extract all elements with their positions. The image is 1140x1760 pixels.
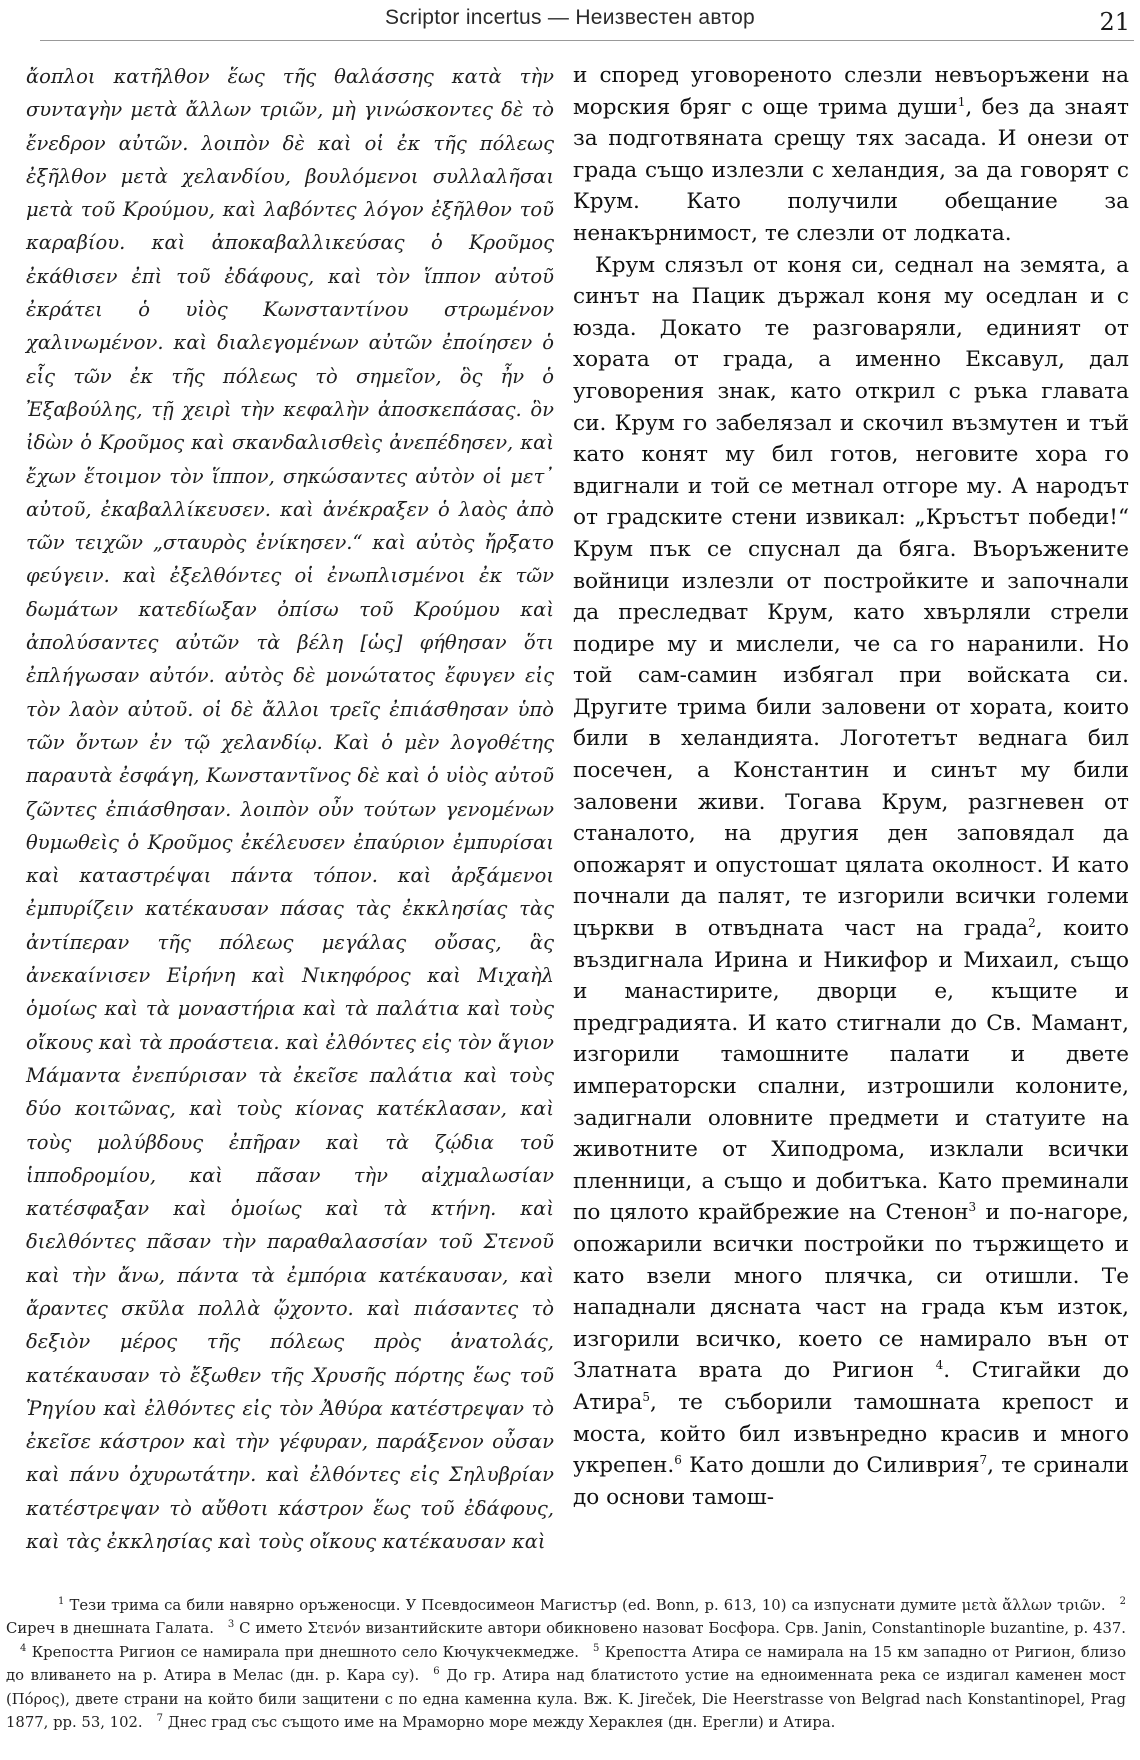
footnote-3: С името Στενόν византийските автори обикновено назоват Босфора. Срв. Janin, Constantinople buzantine, p. 437. bbox=[239, 1620, 1126, 1638]
text-run: Като дошли до Силиврия bbox=[681, 1453, 980, 1479]
text-run: и според уговореното слезли невъоръжени на морския бряг с още трима души bbox=[573, 63, 1129, 120]
footnote-4: Крепостта Ригион се намирала при днешното село Кючукчекмедже. bbox=[31, 1643, 579, 1661]
running-title: Scriptor incertus — Неизвестен автор bbox=[384, 6, 756, 29]
text-run: . Стигайки до Атира bbox=[573, 1358, 1130, 1415]
bulgarian-translation-column bbox=[573, 60, 1129, 1513]
footnote-ref: 4 bbox=[935, 1358, 944, 1373]
footnote-mark: 6 bbox=[433, 1666, 440, 1678]
footnote-ref: 1 bbox=[957, 94, 966, 109]
footnote-mark: 2 bbox=[1119, 1596, 1126, 1608]
footnote-mark: 3 bbox=[227, 1619, 235, 1631]
footnote-mark: 1 bbox=[58, 1596, 65, 1608]
footnote-1: Тези трима са били навярно оръженосци. У Псевдосимеон Магистър (ed. Bonn, p. 613, 10) са изпуснати думите μετὰ ἄλλων τριῶν. bbox=[69, 1597, 1106, 1614]
text-run: , без да знаят за подготвяната срещу тях засада. И онези от града също излезли с хеландия, за да говорят с Крум. Като получили обещание за ненакърнимост, те слезли от лодката. bbox=[573, 94, 1129, 246]
page-header bbox=[0, 6, 1140, 40]
footnote-ref: 7 bbox=[979, 1452, 988, 1467]
footnote-ref: 5 bbox=[642, 1389, 651, 1404]
header-rule bbox=[40, 40, 1134, 41]
text-run: Крум слязъл от коня си, седнал на земята, а синът на Пацик държал коня му оседлан и с юзда. Докато те разговаряли, единият от хората от града, а именно Ексавул, дал уговорения знак, като открил с ръка главата си. Крум го забелязал и скочил възмутен и тъй като конят му бил готов, неговите хора го вдигнали и той се метнал отгоре му. А народът от градските стени извикал: „Кръстът победи!“ Крум пък се спуснал да бяга. Въоръжените войници излезли от постройките и започнали да преследват Крум, като хвърляли стрели подире му и мислели, че са го наранили. Но той сам-самин избягал при войската си. Другите трима били заловени от хората, които били в хеландията. Логотетът веднага бил посечен, а Константин и синът му били заловени живи. Тогава Крум, разгневен от станалото, на другия ден заповядал да опожарят и опустошат цялата околност. И като почнали да палят, те изгорили всички големи църкви в отвъдната част на града bbox=[573, 252, 1129, 942]
text-run: , те сринали до основи тамош- bbox=[573, 1453, 1129, 1510]
footnote-mark: 4 bbox=[20, 1642, 27, 1654]
footnote-2: Сиреч в днешната Галата. bbox=[6, 1620, 214, 1638]
greek-text-column: ἄοπλοι κατῆλθον ἕως τῆς θαλάσσης κατὰ τὴν συνταγὴν μετὰ ἄλλων τριῶν, μὴ γινώσκοντες δὲ τὸ ἔνεδρον αὐτῶν. λοιπὸν δὲ καὶ οἱ ἐκ τῆς πόλεως ἐξῆλθον μετὰ χελανδίου, βουλόμενοι συλλαλῆσαι μετὰ τοῦ Κρούμου, καὶ λαβόντες λόγον ἐξῆλθον τοῦ καραβίου. καὶ ἀποκαβαλλικεύσας ὁ Κροῦμος ἐκάθισεν ἐπὶ τοῦ ἐδάφους, καὶ τὸν ἵππον αὐτοῦ ἐκράτει ὁ υἱὸς Κωνσταντίνου στρωμένον χαλινωμένον. καὶ διαλεγομένων αὐτῶν ἐποίησεν ὁ εἷς τῶν ἐκ τῆς πόλεως τὸ σημεῖον, ὃς ἦν ὁ Ἐξαβούλης, τῇ χειρὶ τὴν κεφαλὴν ἀποσκεπάσας. ὃν ἰδὼν ὁ Κροῦμος καὶ σκανδαλισθεὶς ἀνεπέδησεν, καὶ ἔχων ἕτοιμον τὸν ἵππον, σηκώσαντες αὐτὸν οἱ μετ᾿ αὐτοῦ, ἐκαβαλλίκευσεν. καὶ ἀνέκραξεν ὁ λαὸς ἀπὸ τῶν τειχῶν „σταυρὸς ἐνίκησεν.“ καὶ αὐτὸς ἤρξατο φεύγειν. καὶ ἐξελθόντες οἱ ἐνωπλισμένοι ἐκ τῶν δωμάτων κατεδίωξαν ὀπίσω τοῦ Κρούμου καὶ ἀπολύσαντες αὐτῶν τὰ βέλη [ὡς] φήθησαν ὅτι ἐπλήγωσαν αὐτόν. αὐτὸς δὲ μονώτατος ἔφυγεν εἰς τὸν λαὸν αὐτοῦ. οἱ δὲ ἄλλοι τρεῖς ἐπιάσθησαν ὑπὸ τῶν ὄντων ἐν τῷ χελανδίῳ. Καὶ ὁ μὲν λογοθέτης παραυτὰ ἐσφάγη, Κωνσταντῖνος δὲ καὶ ὁ υἱὸς αὐτοῦ ζῶντες ἐπιάσθησαν. λοιπὸν οὖν τούτων γενομένων θυμωθεὶς ὁ Κροῦμος ἐκέλευσεν ἐπαύριον ἐμπυρίσαι καὶ καταστρέψαι πάντα τόπον. καὶ ἀρξάμενοι ἐμπυρίζειν κατέκαυσαν πάσας τὰς ἐκκλησίας τὰς ἀντίπεραν τῆς πόλεως μεγάλας οὔσας, ἃς ἀνεκαίνισεν Εἰρήνη καὶ Νικηφόρος καὶ Μιχαὴλ ὁμοίως καὶ τὰ μοναστήρια καὶ τὰ παλάτια καὶ τοὺς οἴκους καὶ τὰ προάστεια. καὶ ἐλθόντες εἰς τὸν ἅγιον Μάμαντα ἐνεπύρισαν τὰ ἐκεῖσε παλάτια καὶ τοὺς δύο κοιτῶνας, καὶ τοὺς κίονας κατέκλασαν, καὶ τοὺς μολύβδους ἐπῆραν καὶ τὰ ζῴδια τοῦ ἱπποδρομίου, καὶ πᾶσαν τὴν αἰχμαλωσίαν κατέσφαξαν καὶ ὁμοίως καὶ τὰ κτήνη. καὶ διελθόντες πᾶσαν τὴν παραθαλασσίαν τοῦ Στενοῦ καὶ τὴν ἄνω, πάντα τὰ ἐμπόρια κατέκαυσαν, καὶ ἄραντες σκῦλα πολλὰ ᾤχοντο. καὶ πιάσαντες τὸ δεξιὸν μέρος τῆς πόλεως πρὸς ἀνατολάς, κατέκαυσαν τὸ ἔξωθεν τῆς Χρυσῆς πόρτης ἕως τοῦ Ῥηγίου καὶ ἐλθόντες εἰς τὸν Ἀθύρα κατέστρεψαν τὸ ἐκεῖσε κάστρον καὶ τὴν γέφυραν, παράξενον οὖσαν καὶ πάνυ ὀχυρωτάτην. καὶ ἐλθόντες εἰς Σηλυβρίαν κατέστρεψαν τὸ αὔθοτι κάστρον ἕως τοῦ ἐδάφους, καὶ τὰς ἐκκλησίας καὶ τοὺς οἴκους κατέκαυσαν καὶ bbox=[26, 65, 555, 1554]
text-run: и по-нагоре, опожарили всички постройки по тържището и като взели много плячка, си отишли. Те нападнали дясната част на града към изток, изгорили всичко, което се намирало вън от Златната врата до Ригион bbox=[573, 1200, 1129, 1384]
translation-paragraph bbox=[573, 60, 1129, 250]
text-run: , които въздигнала Ирина и Никифор и Михаил, също и манастирите, дворци е, къщите и предградията. И като стигнали до Св. Мамант, изгорили тамошните палати и двете императорски спални, изтрошили колоните, задигнали оловните предмети и статуите на животните от Хиподрома, изклали всички пленници, а също и добитъка. Като преминали по цялото крайбрежие на Стенон bbox=[573, 916, 1129, 1226]
footnote-5: Крепостта Атира се намирала на 15 км западно от Ригион, близо до вливането на р. Атира в Мелас (дн. р. Кара су). bbox=[6, 1643, 1126, 1685]
footnote-7: Днес град със същото име на Мраморно море между Хераклея (дн. Ерегли) и Атира. bbox=[167, 1714, 836, 1732]
footnote-ref: 6 bbox=[674, 1452, 682, 1467]
footnotes bbox=[6, 1594, 1126, 1734]
footnote-mark: 7 bbox=[156, 1713, 163, 1725]
text-run: , те съборили тамошната крепост и моста, който бил извънредно красив и много укрепен. bbox=[573, 1389, 1129, 1479]
footnote-mark: 5 bbox=[593, 1642, 600, 1654]
footnote-6: До гр. Атира над блатистото устие на едноименната река се издигал каменен мост (Πόρος), двете страни на който били защитени с по една каменна кула. Вж. K. Jireček, Die Heerstrasse von Belgrad nach Konstantinopel, Prag 1877, pp. 53, 102. bbox=[6, 1667, 1126, 1732]
page-number: 21 bbox=[1099, 8, 1130, 36]
translation-paragraph bbox=[573, 250, 1129, 1514]
footnote-ref: 2 bbox=[1028, 915, 1036, 930]
footnote-ref: 3 bbox=[968, 1200, 977, 1215]
